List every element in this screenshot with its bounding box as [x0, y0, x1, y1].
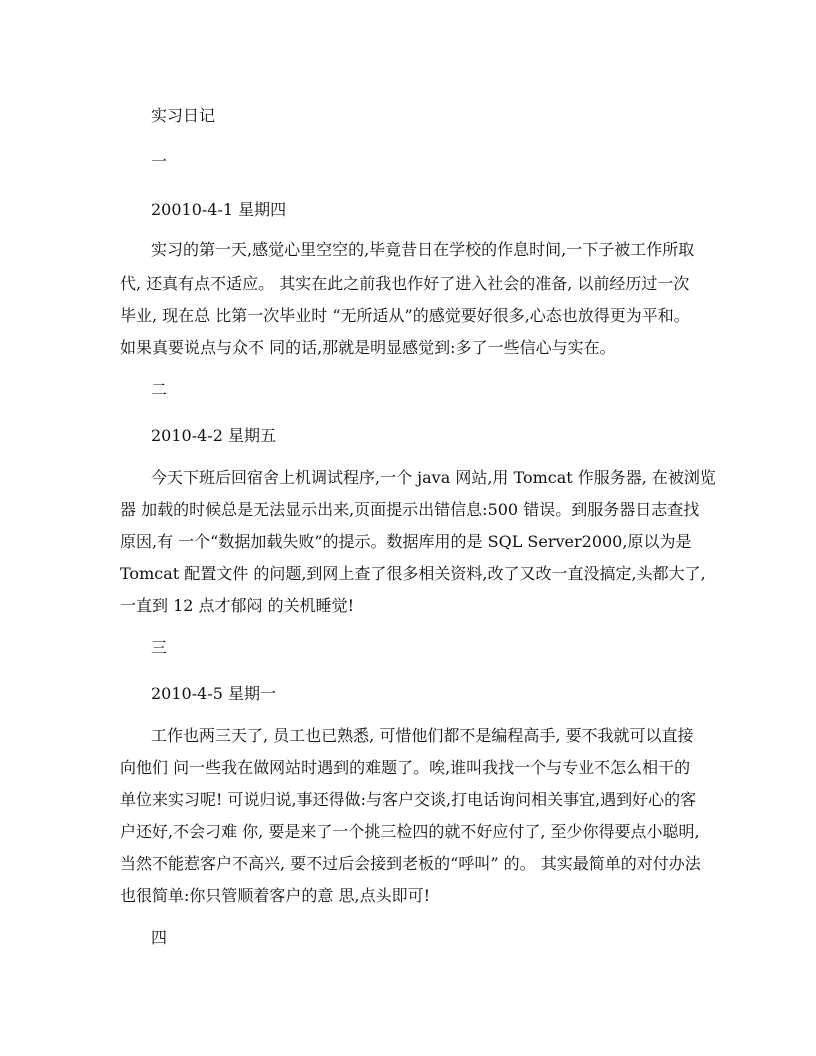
entry-date: 2010-4-5 星期一: [151, 684, 276, 703]
entry-line: 代, 还真有点不适应。 其实在此之前我也作好了进入社会的准备, 以前经历过一次: [120, 274, 690, 293]
entry-line: 单位来实习呢! 可说归说,事还得做:与客户交谈,打电话询问相关事宜,遇到好心的客: [120, 790, 697, 809]
entry-number: 一: [151, 152, 168, 171]
entry-line: 如果真要说点与众不 同的话,那就是明显感觉到:多了一些信心与实在。: [120, 338, 616, 357]
entry-line: 毕业, 现在总 比第一次毕业时 “无所适从”的感觉要好很多,心态也放得更为平和。: [120, 306, 690, 325]
entry-line: 向他们 问一些我在做网站时遇到的难题了。唉,谁叫我找一个与专业不怎么相干的: [120, 758, 691, 777]
entry-line: 也很简单:你只管顺着客户的意 思,点头即可!: [120, 886, 430, 905]
entry-date: 20010-4-1 星期四: [151, 200, 287, 219]
entry-line: 当然不能惹客户不高兴, 要不过后会接到老板的“呼叫” 的。 其实最简单的对付办法: [120, 854, 701, 873]
entry-line: 一直到 12 点才郁闷 的关机睡觉!: [120, 596, 355, 615]
entry-line: 工作也两三天了, 员工也已熟悉, 可惜他们都不是编程高手, 要不我就可以直接: [151, 726, 694, 745]
entry-line: 原因,有 一个“数据加载失败”的提示。数据库用的是 SQL Server2000,原以为是: [120, 532, 692, 551]
document-title: 实习日记: [151, 106, 216, 125]
entry-line: Tomcat 配置文件 的问题,到网上查了很多相关资料,改了又改一直没搞定,头都大了,: [120, 564, 706, 583]
entry-line: 今天下班后回宿舍上机调试程序,一个 java 网站,用 Tomcat 作服务器, 在被浏览: [151, 468, 716, 487]
entry-number: 二: [151, 380, 168, 399]
entry-number: 四: [151, 928, 168, 947]
entry-line: 器 加载的时候总是无法显示出来,页面提示出错信息:500 错误。到服务器日志查找: [120, 500, 700, 519]
entry-line: 户还好,不会刁难 你, 要是来了一个挑三检四的就不好应付了, 至少你得要点小聪明,: [120, 822, 700, 841]
entry-number: 三: [151, 638, 168, 657]
entry-line: 实习的第一天,感觉心里空空的,毕竟昔日在学校的作息时间,一下子被工作所取: [151, 240, 695, 259]
entry-date: 2010-4-2 星期五: [151, 426, 276, 445]
